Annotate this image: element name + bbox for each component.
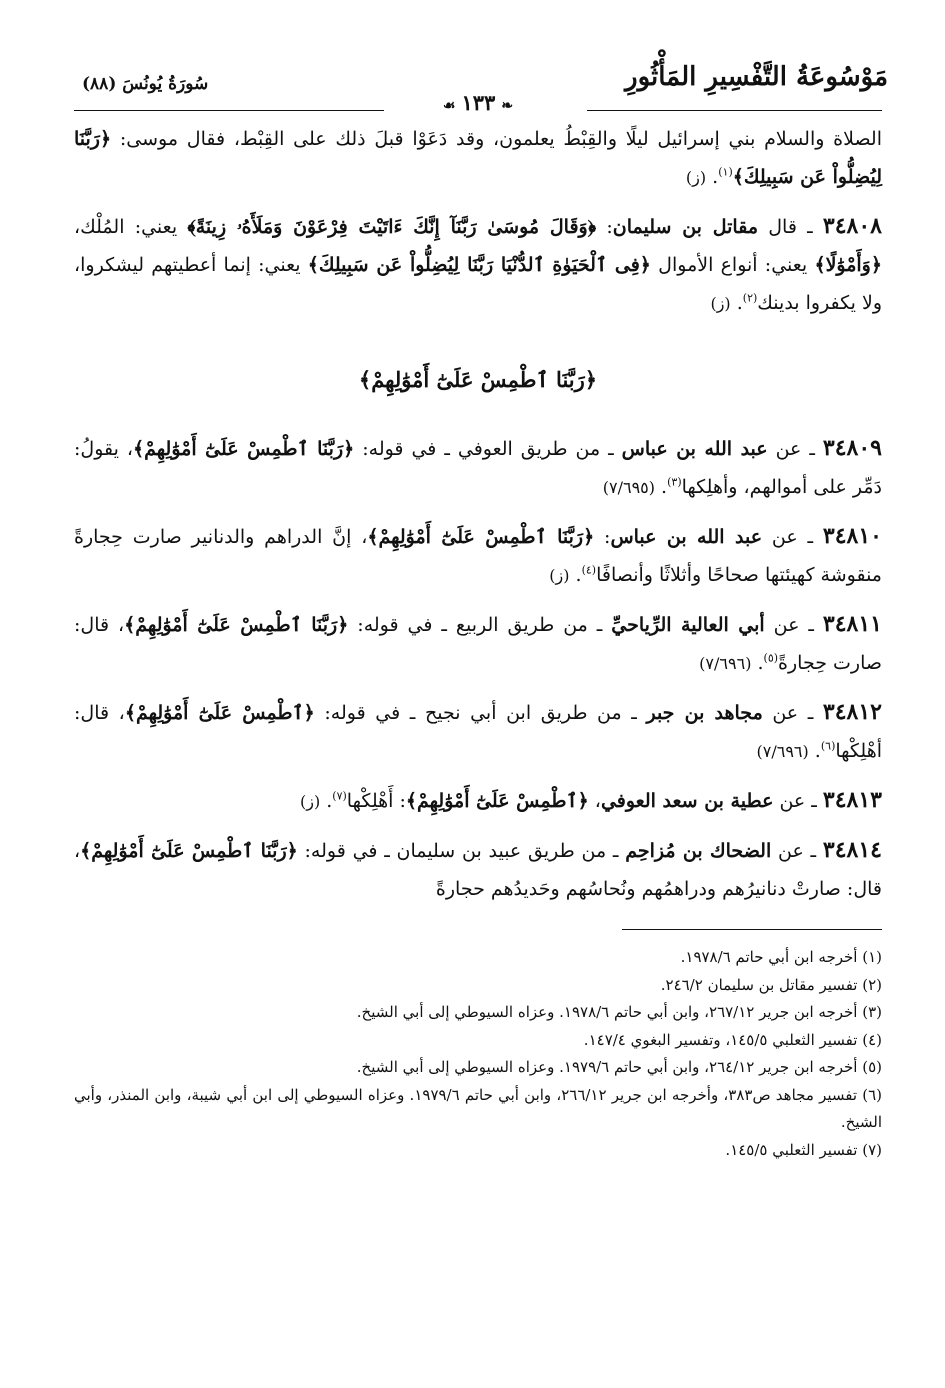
- text: .: [655, 476, 668, 498]
- footnote: (٣) أخرجه ابن جرير ٢٦٧/١٢، وابن أبي حاتم ١٩٧٨/٦. وعزاه السيوطي إلى أبي الشيخ.: [356, 1003, 882, 1021]
- footnote-marker[interactable]: (٧): [332, 789, 347, 803]
- footnote-marker[interactable]: (١): [718, 165, 733, 179]
- narrator-name: عطية بن سعد العوفي: [600, 790, 774, 812]
- narrator-name: عبد الله بن عباس: [610, 526, 763, 548]
- quran-verse: ﴿وَقَالَ مُوسَىٰ رَبَّنَآ إِنَّكَ ءَاتَيْتَ فِرْعَوْنَ وَمَلَأَهُۥ زِينَةً﴾: [187, 216, 597, 238]
- page-number: ١٣٣: [461, 90, 496, 115]
- quran-verse: ﴿رَبَّنَا ٱطْمِسْ عَلَىٰٓ أَمْوَٰلِهِمْ﴾: [124, 614, 349, 636]
- narrator-name: مجاهد بن جبر: [646, 702, 763, 724]
- entry: [74, 781, 882, 821]
- text: يعني: المُلْك،: [74, 216, 188, 238]
- footnote-divider: [622, 929, 882, 930]
- entry: [74, 517, 882, 595]
- quran-verse: ﴿رَبَّنَا ٱطْمِسْ عَلَىٰٓ أَمْوَٰلِهِمْ﴾: [367, 526, 595, 548]
- reference: (٧/٦٩٥): [602, 478, 655, 497]
- footnote: (٦) تفسير مجاهد ص٣٨٣، وأخرجه ابن جرير ٢٦٦/١٢، وابن أبي حاتم ١٩٧٩/٦. وعزاه السيوطي إلى ابن أبي شيبة، وابن المنذر، وأبي الشيخ.: [74, 1085, 882, 1131]
- quran-verse: ﴿وَأَمْوَٰلًا﴾: [814, 254, 882, 276]
- book-title: مَوْسُوعَةُ التَّفْسِيرِ المَأْثُورِ: [625, 62, 888, 92]
- header-rule: [74, 110, 384, 111]
- entry-number: ٣٤٨٠٨: [822, 213, 882, 239]
- text: ـ عن: [762, 702, 823, 724]
- ornament-icon: ☙: [442, 98, 456, 114]
- text: ، قال: صارت حِجارةً: [74, 614, 882, 674]
- footnote: (٥) أخرجه ابن جرير ٢٦٤/١٢، وابن أبي حاتم ١٩٧٩/٦. وعزاه السيوطي إلى أبي الشيخ.: [356, 1058, 882, 1076]
- text: .: [730, 292, 743, 314]
- quran-verse: ﴿رَبَّنَا لِيُضِلُّواْ عَن سَبِيلِكَ﴾: [74, 128, 882, 188]
- text: :: [596, 216, 613, 238]
- narrator-name: الضحاك بن مُزاحِم: [625, 840, 772, 862]
- text: ـ عن: [767, 438, 823, 460]
- text: ـ من طريق الربيع ـ في قوله:: [348, 614, 612, 636]
- entry-number: ٣٤٨٠٩: [822, 435, 882, 461]
- reference: (٧/٦٩٦): [699, 654, 752, 673]
- reference: (٧/٦٩٦): [756, 742, 809, 761]
- reference: (ز): [710, 294, 731, 313]
- text: ـ عن: [764, 614, 823, 636]
- text: .: [320, 790, 333, 812]
- entry-number: ٣٤٨١٤: [822, 837, 882, 863]
- text: ـ قال: [758, 216, 823, 238]
- page: [74, 60, 888, 1164]
- text: ـ عن: [762, 526, 823, 548]
- entry: [74, 831, 882, 909]
- surah-name: سُورَةُ يُونُسَ (٨٨): [82, 74, 209, 94]
- narrator-name: أبي العالية الرِّياحيِّ: [611, 614, 765, 636]
- reference: (ز): [299, 792, 321, 811]
- entry-number: ٣٤٨١٠: [822, 523, 882, 549]
- footnote-marker[interactable]: (٤): [581, 563, 597, 577]
- entry-number: ٣٤٨١٣: [822, 787, 882, 813]
- text: ـ عن: [771, 840, 823, 862]
- entry-number: ٣٤٨١٢: [822, 699, 882, 725]
- entry: [74, 605, 882, 683]
- quran-verse: ﴿ٱطْمِسْ عَلَىٰٓ أَمْوَٰلِهِمْ﴾: [124, 702, 315, 724]
- footnote: (٢) تفسير مقاتل بن سليمان ٢٤٦/٢.: [660, 975, 882, 994]
- entry: [74, 693, 882, 771]
- ornament-icon: ❧: [501, 98, 514, 114]
- quran-verse: ﴿رَبَّنَا ٱطْمِسْ عَلَىٰٓ أَمْوَٰلِهِمْ﴾: [133, 438, 355, 460]
- paragraph: [74, 120, 882, 197]
- text: :: [594, 526, 611, 548]
- text: ـ من طريق العوفي ـ في قوله:: [354, 438, 622, 460]
- text: ، إنَّ الدراهم والدنانير صارت حِجارةً منقوشة كهيئتها صحاحًا وأثلاثًا وأنصافًا: [74, 526, 882, 586]
- text: : أَهْلِكْها: [346, 790, 406, 812]
- text: يعني: إنما أعطيتهم ليشكروا، ولا يكفروا بدينك: [74, 254, 882, 314]
- text: ، قال: صارتْ دنانيرُهم ودراهمُهم ونُحاسُهم وحَديدُهم حجارةً: [74, 840, 882, 900]
- text: ، يقولُ: دَمِّر على أموالهم، وأهلِكها: [74, 438, 882, 498]
- text: ـ عن: [773, 790, 823, 812]
- narrator-name: عبد الله بن عباس: [621, 438, 768, 460]
- text: ـ من طريق عبيد بن سليمان ـ في قوله:: [297, 840, 626, 862]
- header-rule: [587, 110, 882, 111]
- footnote-marker[interactable]: (٥): [763, 651, 779, 665]
- reference: (ز): [685, 168, 707, 187]
- quran-verse: ﴿فِى ٱلْحَيَوٰةِ ٱلدُّنْيَا رَبَّنَا لِيُضِلُّواْ عَن سَبِيلِكَ﴾: [307, 254, 651, 276]
- quran-verse: ﴿رَبَّنَا ٱطْمِسْ عَلَىٰٓ أَمْوَٰلِهِمْ﴾: [80, 840, 298, 862]
- paragraph: [74, 207, 882, 323]
- entry-number: ٣٤٨١١: [822, 611, 882, 637]
- footnote-marker[interactable]: (٢): [742, 291, 758, 305]
- main-text: [74, 120, 882, 1164]
- footnote-marker[interactable]: (٦): [820, 739, 836, 753]
- quran-verse: ﴿ٱطْمِسْ عَلَىٰٓ أَمْوَٰلِهِمْ﴾: [405, 790, 589, 812]
- footnotes: [74, 944, 882, 1164]
- entry: [74, 429, 882, 507]
- footnote: (٤) تفسير الثعلبي ١٤٥/٥، وتفسير البغوي ١٤٧/٤.: [583, 1030, 882, 1049]
- text: .: [751, 652, 764, 674]
- section-heading: ﴿رَبَّنَا ٱطْمِسْ عَلَىٰٓ أَمْوَٰلِهِمْ﴾: [358, 367, 598, 392]
- text: ،: [588, 790, 601, 812]
- text: .: [569, 564, 582, 586]
- page-header: [74, 60, 888, 120]
- text: .: [808, 740, 821, 762]
- text: يعني: أنواع الأموال: [650, 254, 815, 276]
- text: ـ من طريق ابن أبي نجيح ـ في قوله:: [314, 702, 647, 724]
- text: ، قال: أهْلِكْها: [74, 702, 882, 762]
- narrator-name: مقاتل بن سليمان: [612, 216, 759, 238]
- footnote: (٧) تفسير الثعلبي ١٤٥/٥.: [725, 1140, 882, 1159]
- reference: (ز): [549, 566, 570, 585]
- footnote-marker[interactable]: (٣): [667, 475, 682, 489]
- entries-list: [74, 429, 882, 909]
- text: الصلاة والسلام بني إسرائيل ليلًا والقِبْطُ يعلمون، وقد دَعَوْا قبلَ ذلك على القِبْط، فقال موسى:: [111, 128, 882, 150]
- footnote: (١) أخرجه ابن أبي حاتم ١٩٧٨/٦.: [680, 948, 882, 966]
- text: .: [706, 166, 719, 188]
